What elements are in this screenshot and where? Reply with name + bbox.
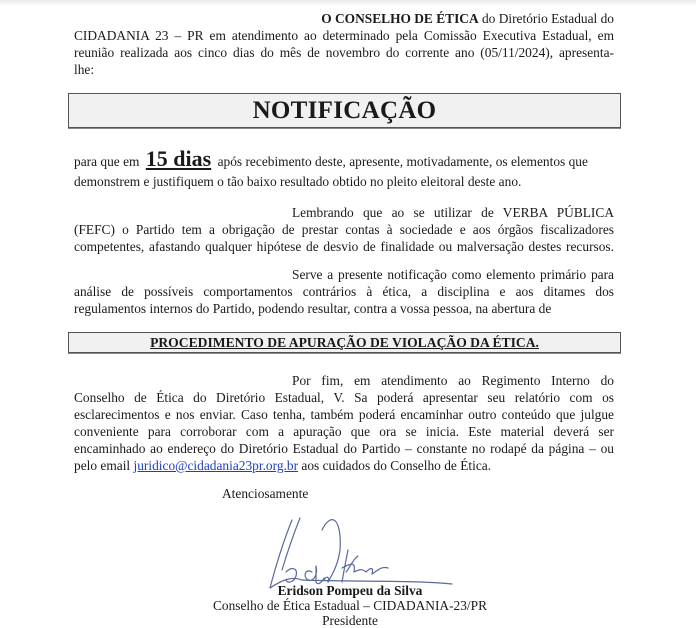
council-name: O CONSELHO DE ÉTICA [321,11,479,26]
signatory-role: Presidente [322,613,378,628]
public-funds-line-1: Lembrando que ao se utilizar de VERBA PÚBLICA [292,205,614,220]
intro-line-4: lhe: [74,62,95,77]
final-line-1: Por fim, em atendimento ao Regimento Interno do [292,373,614,388]
final-paragraph [74,372,614,474]
deadline-days: 15 dias [145,146,212,171]
notification-title-box [68,93,621,128]
deadline-line-2: demonstrem e justifiquem o tão baixo resultado obtido no pleito eleitoral deste ano. [74,174,522,189]
final-line-4: conveniente para corroborar com a apuração que ora se inicia. Este material deverá ser [74,424,614,439]
intro-line-1: O CONSELHO DE ÉTICA do Diretório Estadual do [321,11,614,26]
intro-paragraph [74,10,614,78]
signatory-name: Eridson Pompeu da Silva [277,583,423,598]
purpose-line-2: análise de possíveis comportamentos contrários à ética, a disciplina e aos ditames dos [74,284,614,299]
email-link[interactable]: juridico@cidadania23pr.org.br [133,458,299,473]
intro-line-2: CIDADANIA 23 – PR em atendimento ao determinado pela Comissão Executiva Estadual, em [74,28,614,43]
purpose-line-1: Serve a presente notificação como elemento primário para [292,267,614,282]
procedure-title-box [68,332,621,353]
deadline-paragraph [74,146,614,190]
purpose-paragraph [74,266,614,317]
signature-block [180,583,520,628]
closing-text: Atenciosamente [222,486,309,501]
final-line-5: encaminhado ao endereço do Diretório Estadual do Partido – constante no rodapé da página – ou [74,441,614,456]
public-funds-paragraph [74,204,614,255]
final-line-6: pelo email juridico@cidadania23pr.org.br aos cuidados do Conselho de Ética. [74,458,492,473]
deadline-line-1: para que em 15 dias após recebimento deste, apresente, motivadamente, os elementos que [74,146,588,171]
signatory-organization: Conselho de Ética Estadual – CIDADANIA-23/PR [212,598,488,613]
procedure-title: PROCEDIMENTO DE APURAÇÃO DE VIOLAÇÃO DA ÉTICA. [150,335,539,350]
public-funds-line-2: (FEFC) o Partido tem a obrigação de prestar contas à sociedade e aos órgãos fiscalizadores [74,222,614,237]
purpose-line-3: regulamentos internos do Partido, podendo resultar, contra a vossa pessoa, na abertura de [74,301,552,316]
final-line-3: esclarecimentos e nos enviar. Caso tenha, também poderá encaminhar outro conteúdo que julgue [74,407,614,422]
public-funds-line-3: competentes, afastando qualquer hipótese de desvio de finalidade ou malversação destes recursos. [74,239,614,254]
notification-title: NOTIFICAÇÃO [252,97,437,124]
intro-line-3: reunião realizada aos cinco dias do mês de novembro do corrente ano (05/11/2024), apresenta- [74,45,614,60]
final-line-2: Conselho de Ética do Diretório Estadual, V. Sa poderá apresentar seu relatório com os [74,390,614,405]
